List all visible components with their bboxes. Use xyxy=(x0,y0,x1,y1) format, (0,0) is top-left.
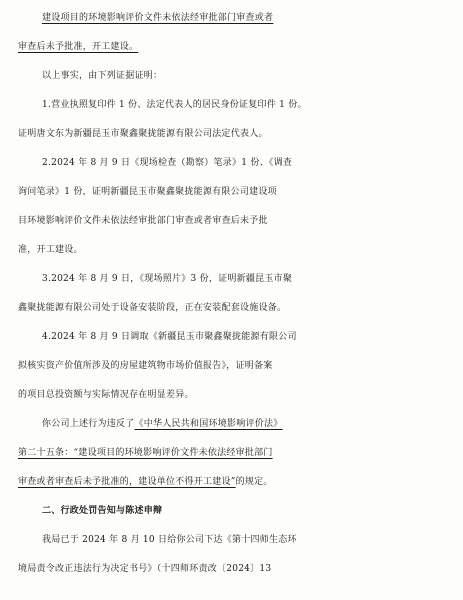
paragraph-line: 境局责令改正违法行为决定书号》（十四师环责改〔2024〕13 xyxy=(18,564,272,574)
paragraph-line: 我局已于 2024 年 8 月 10 日给你公司下达《第十四师生态环 xyxy=(42,535,297,545)
law-title: 《中华人民共和国环境影响评价法》 xyxy=(134,419,283,429)
paragraph-line: 目环境影响评价文件未依法经审批部门审查或者审查后未予批 xyxy=(18,216,268,226)
paragraph-line: 以上事实，由下列证据证明： xyxy=(42,71,163,81)
paragraph-line: 拟核实资产价值所涉及的房屋建筑物市场价值报告》，证明备案 xyxy=(18,361,273,371)
law-article-quote-end xyxy=(0,468,463,497)
paragraph-line: 询问笔录》1 份，证明新疆昆玉市聚鑫聚拢能源有限公司建设项 xyxy=(18,187,277,197)
violation-lead: 你公司上述行为违反了 xyxy=(42,419,135,429)
paragraph-line: 的项目总投资额与实际情况存在明显差异。 xyxy=(18,390,194,400)
law-article-quote: 第二十五条：“建设项目的环境影响评价文件未依法经审批部门 xyxy=(18,448,273,458)
paragraph-line: 证明唐文东为新疆昆玉市聚鑫聚拢能源有限公司法定代表人。 xyxy=(18,129,268,139)
paragraph-line: 建设项目的环境影响评价文件未依法经审批部门审查或者 xyxy=(42,13,274,23)
paragraph-line: 准，开工建设。 xyxy=(18,245,83,255)
paragraph-line: 审查后未予批准，开工建设。 xyxy=(18,42,139,52)
law-quote-tail: 的规定。 xyxy=(235,477,273,487)
violation-statement xyxy=(0,410,463,439)
evidence-item-4: 4.2024 年 8 月 9 日调取《新疆昆玉市聚鑫聚拢能源有限公司 xyxy=(42,332,297,342)
evidence-item-3: 3.2024 年 8 月 9 日，《现场照片》3 份，证明新疆昆玉市聚 xyxy=(42,274,293,284)
section-heading-2: 二、行政处罚告知与陈述申辩 xyxy=(42,506,163,516)
evidence-item-1: 1.营业执照复印件 1 份、法定代表人的居民身份证复印件 1 份。 xyxy=(42,100,307,110)
evidence-item-2: 2.2024 年 8 月 9 日《现场检查（勘察）笔录》1 份、《调查 xyxy=(42,158,293,168)
paragraph-line: 鑫聚拢能源有限公司处于设备安装阶段，正在安装配套设施设备。 xyxy=(18,303,287,313)
law-quote-text: 审查或者审查后未予批准的，建设单位不得开工建设” xyxy=(18,477,236,487)
